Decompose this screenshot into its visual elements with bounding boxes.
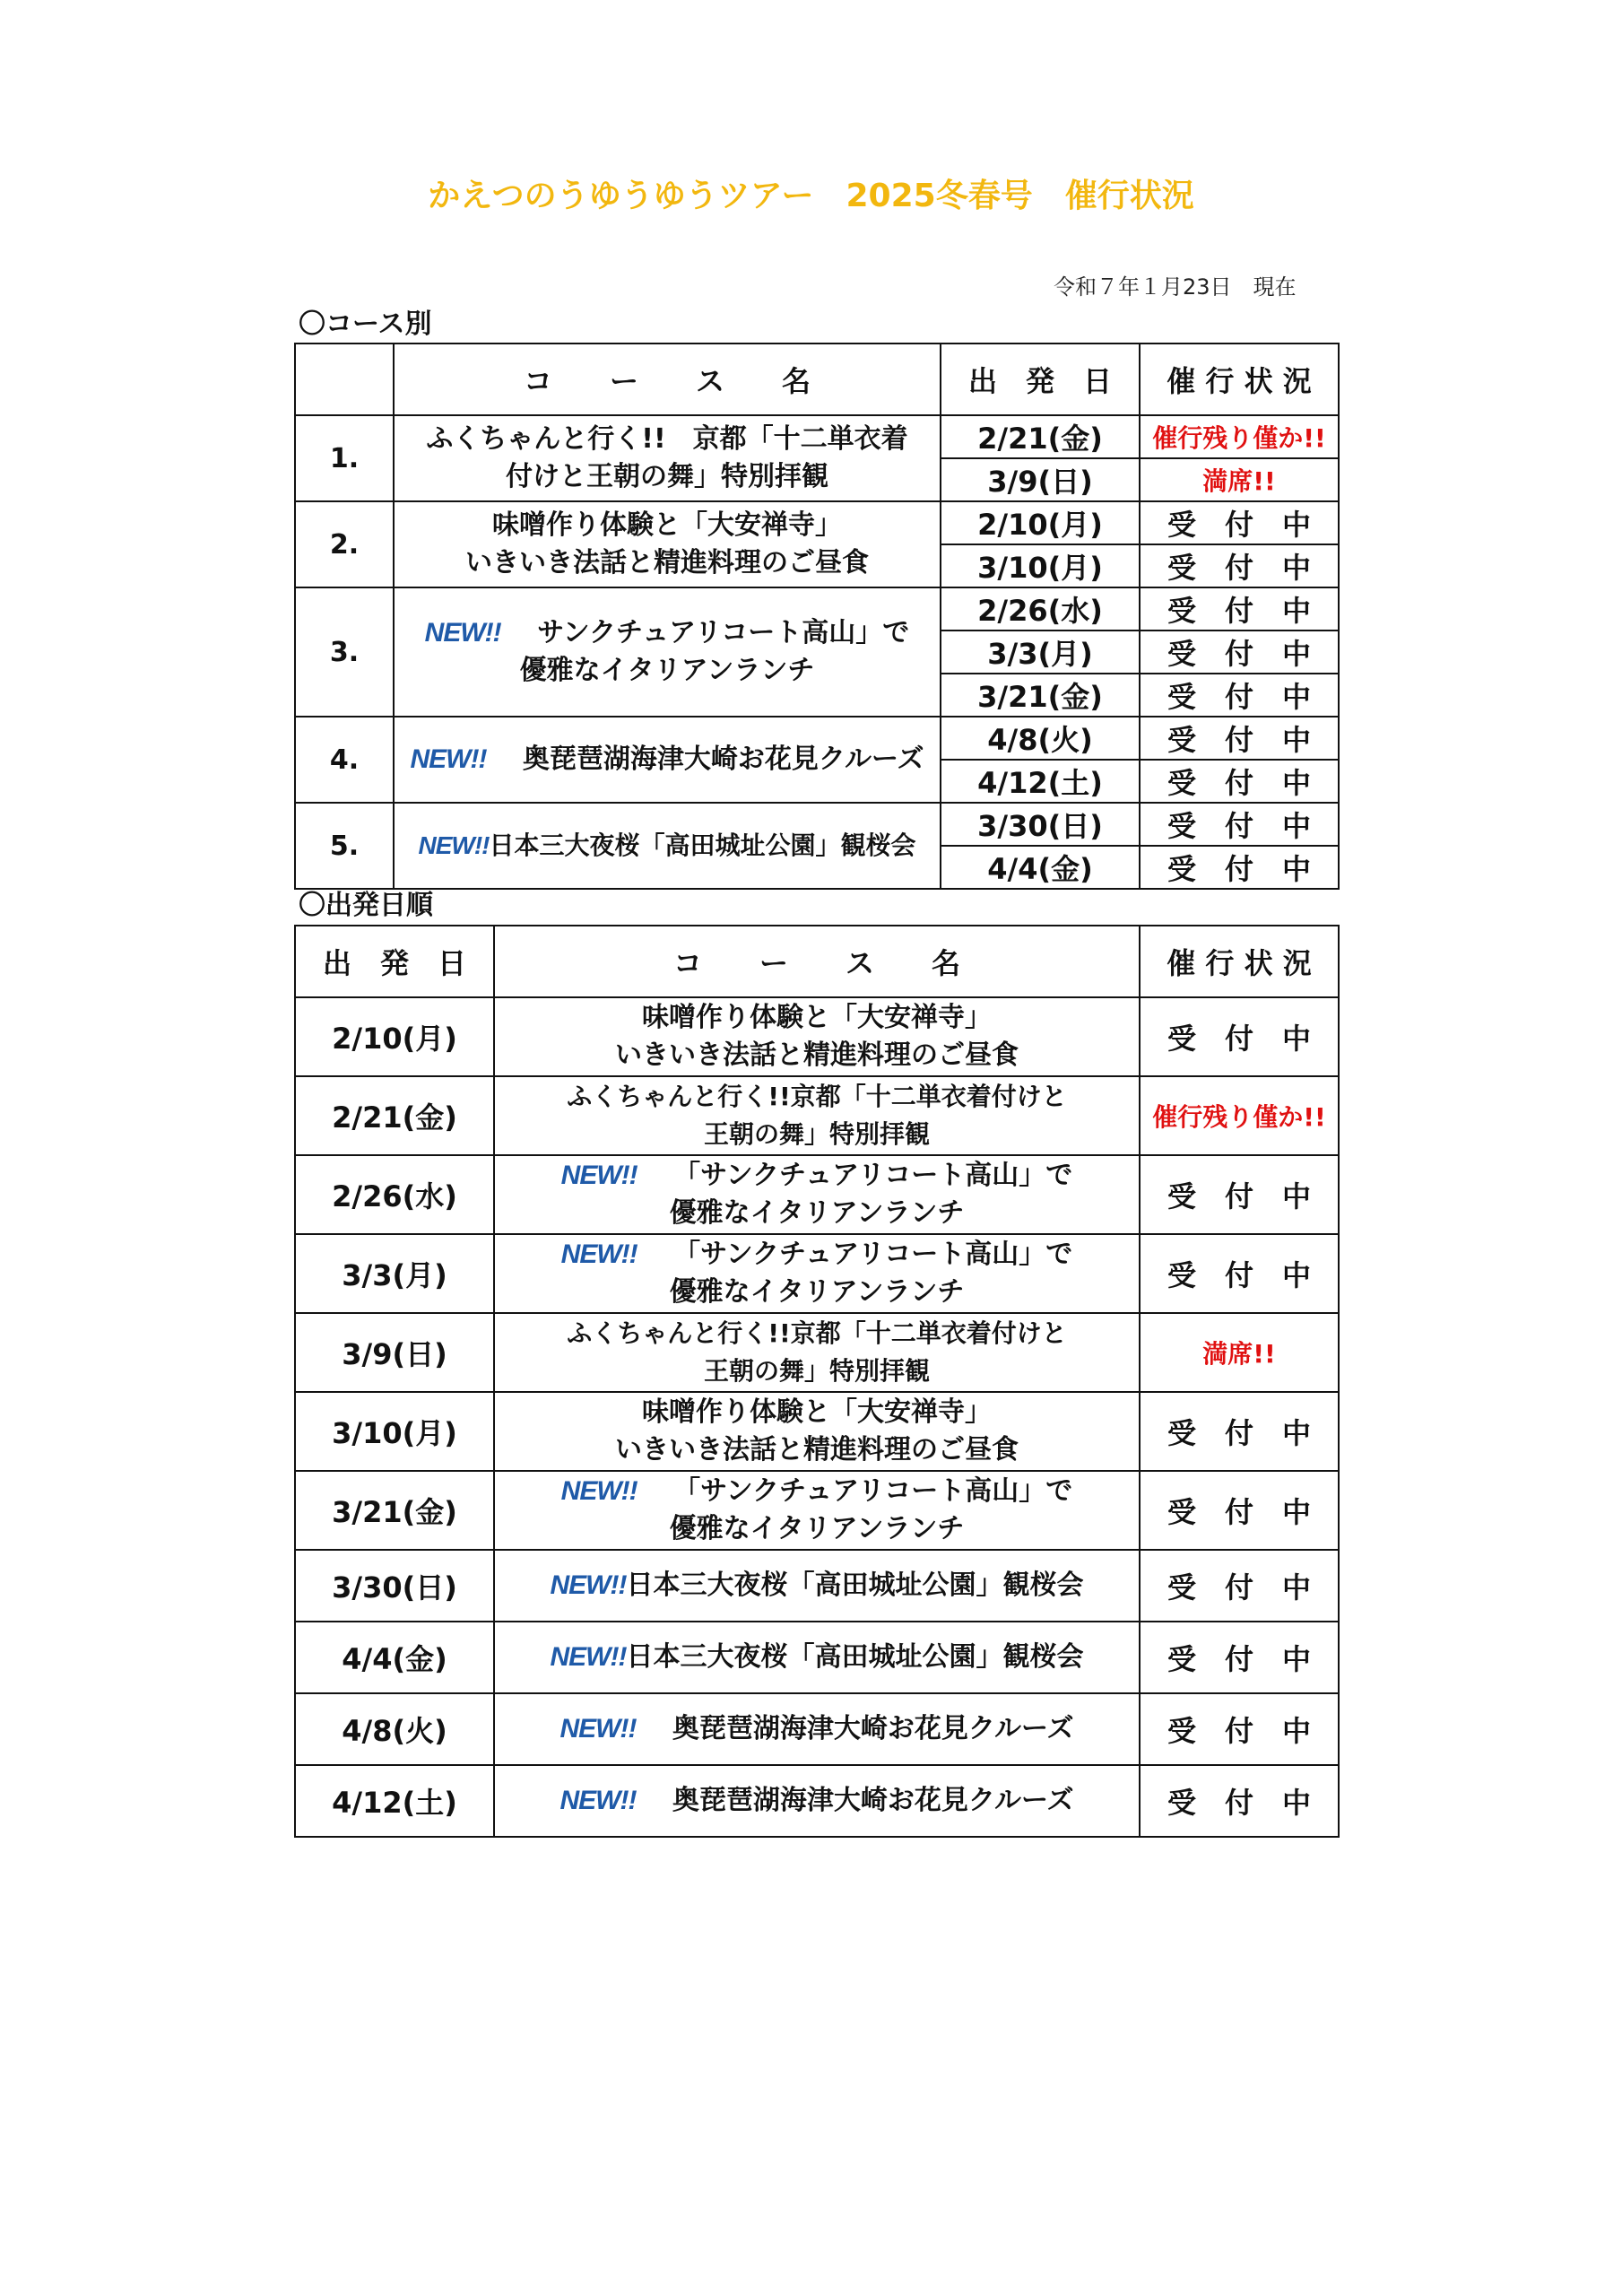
header-departure: 出 発 日 <box>295 926 494 997</box>
section-title-by-course: 〇コース別 <box>299 309 432 340</box>
departure-date: 4/8(火) <box>295 1693 494 1765</box>
course-number: 2. <box>295 501 394 587</box>
departure-date: 2/21(金) <box>941 415 1140 458</box>
status-badge: 受 付 中 <box>1140 1765 1339 1837</box>
table-row <box>295 1622 1339 1693</box>
table-row <box>295 1765 1339 1837</box>
departure-date: 3/9(日) <box>941 458 1140 501</box>
departure-date: 3/21(金) <box>295 1471 494 1550</box>
course-name: NEW!!日本三大夜桜「高田城址公園」観桜会 <box>394 803 941 889</box>
status-badge: 受 付 中 <box>1140 587 1339 631</box>
departure-date: 2/26(水) <box>295 1155 494 1234</box>
departure-date: 3/10(月) <box>295 1392 494 1471</box>
table-row <box>295 1550 1339 1622</box>
course-number: 5. <box>295 803 394 889</box>
status-badge: 受 付 中 <box>1140 674 1339 717</box>
departure-date: 3/21(金) <box>941 674 1140 717</box>
course-name: NEW!! 「サンクチュアリコート高山」で 優雅なイタリアンランチ <box>494 1471 1140 1550</box>
status-badge: 催行残り僅か!! <box>1140 415 1339 458</box>
table-row <box>295 1313 1339 1392</box>
departure-date: 2/10(月) <box>295 997 494 1076</box>
table-row <box>295 501 1339 544</box>
new-badge: NEW!! <box>560 1161 638 1190</box>
departure-date: 3/3(月) <box>941 631 1140 674</box>
header-status: 催 行 状 況 <box>1140 344 1339 415</box>
departure-date: 3/30(日) <box>941 803 1140 846</box>
departure-date: 3/10(月) <box>941 544 1140 587</box>
departure-date: 2/26(水) <box>941 587 1140 631</box>
course-name: 味噌作り体験と「大安禅寺」 いきいき法話と精進料理のご昼食 <box>394 501 941 587</box>
course-name: NEW!! 「サンクチュアリコート高山」で 優雅なイタリアンランチ <box>494 1155 1140 1234</box>
course-name: NEW!! サンクチュアリコート高山」で 優雅なイタリアンランチ <box>394 587 941 717</box>
header-status: 催 行 状 況 <box>1140 926 1339 997</box>
new-badge: NEW!! <box>410 744 487 774</box>
course-name: 味噌作り体験と「大安禅寺」 いきいき法話と精進料理のご昼食 <box>494 1392 1140 1471</box>
new-badge: NEW!! <box>560 1476 638 1506</box>
table-row <box>295 717 1339 760</box>
status-badge: 受 付 中 <box>1140 1155 1339 1234</box>
new-badge: NEW!! <box>418 831 490 859</box>
status-badge: 満席!! <box>1140 1313 1339 1392</box>
status-badge: 満席!! <box>1140 458 1339 501</box>
course-name: NEW!!日本三大夜桜「高田城址公園」観桜会 <box>494 1622 1140 1693</box>
departure-date: 4/8(火) <box>941 717 1140 760</box>
course-number: 3. <box>295 587 394 717</box>
table-row <box>295 997 1339 1076</box>
section-title-by-date: 〇出発日順 <box>299 890 433 921</box>
table-row <box>295 1471 1339 1550</box>
departure-date: 3/9(日) <box>295 1313 494 1392</box>
course-number: 1. <box>295 415 394 501</box>
departure-date: 3/30(日) <box>295 1550 494 1622</box>
course-number: 4. <box>295 717 394 803</box>
departure-date: 4/12(土) <box>295 1765 494 1837</box>
status-badge: 受 付 中 <box>1140 846 1339 889</box>
course-name: 味噌作り体験と「大安禅寺」 いきいき法話と精進料理のご昼食 <box>494 997 1140 1076</box>
status-badge: 受 付 中 <box>1140 1622 1339 1693</box>
new-badge: NEW!! <box>559 1714 637 1744</box>
status-badge: 受 付 中 <box>1140 631 1339 674</box>
new-badge: NEW!! <box>550 1570 627 1600</box>
course-name: NEW!!日本三大夜桜「高田城址公園」観桜会 <box>494 1550 1140 1622</box>
departure-date: 4/4(金) <box>941 846 1140 889</box>
status-badge: 受 付 中 <box>1140 803 1339 846</box>
course-name: ふくちゃんと行く!! 京都「十二単衣着 付けと王朝の舞」特別拝観 <box>394 415 941 501</box>
departure-date: 2/10(月) <box>941 501 1140 544</box>
table-row <box>295 803 1339 846</box>
departure-date: 3/3(月) <box>295 1234 494 1313</box>
course-name: ふくちゃんと行く!!京都「十二単衣着付けと 王朝の舞」特別拝観 <box>494 1076 1140 1155</box>
header-course: コ ー ス 名 <box>394 344 941 415</box>
status-badge: 催行残り僅か!! <box>1140 1076 1339 1155</box>
status-badge: 受 付 中 <box>1140 997 1339 1076</box>
status-badge: 受 付 中 <box>1140 1234 1339 1313</box>
status-badge: 受 付 中 <box>1140 1693 1339 1765</box>
course-name: NEW!! 「サンクチュアリコート高山」で 優雅なイタリアンランチ <box>494 1234 1140 1313</box>
course-name: NEW!! 奥琵琶湖海津大崎お花見クルーズ <box>494 1693 1140 1765</box>
table-row <box>295 587 1339 631</box>
as-of-date: 令和７年１月23日 現在 <box>1054 274 1297 300</box>
table-row <box>295 1155 1339 1234</box>
status-badge: 受 付 中 <box>1140 1392 1339 1471</box>
date-table <box>294 925 1340 1838</box>
header-departure: 出 発 日 <box>941 344 1140 415</box>
status-badge: 受 付 中 <box>1140 717 1339 760</box>
course-name: ふくちゃんと行く!!京都「十二単衣着付けと 王朝の舞」特別拝観 <box>494 1313 1140 1392</box>
course-name: NEW!! 奥琵琶湖海津大崎お花見クルーズ <box>394 717 941 803</box>
table-row <box>295 415 1339 458</box>
table-row <box>295 1693 1339 1765</box>
new-badge: NEW!! <box>424 618 501 648</box>
course-name: NEW!! 奥琵琶湖海津大崎お花見クルーズ <box>494 1765 1140 1837</box>
table-row <box>295 1076 1339 1155</box>
page-title: かえつのうゆうゆうツアー 2025冬春号 催行状況 <box>428 178 1194 214</box>
table-row <box>295 1234 1339 1313</box>
departure-date: 4/12(土) <box>941 760 1140 803</box>
status-badge: 受 付 中 <box>1140 1471 1339 1550</box>
status-badge: 受 付 中 <box>1140 544 1339 587</box>
table-row <box>295 1392 1339 1471</box>
new-badge: NEW!! <box>559 1786 637 1815</box>
header-course: コ ー ス 名 <box>494 926 1140 997</box>
new-badge: NEW!! <box>560 1239 638 1269</box>
departure-date: 4/4(金) <box>295 1622 494 1693</box>
status-badge: 受 付 中 <box>1140 760 1339 803</box>
status-badge: 受 付 中 <box>1140 1550 1339 1622</box>
departure-date: 2/21(金) <box>295 1076 494 1155</box>
status-badge: 受 付 中 <box>1140 501 1339 544</box>
new-badge: NEW!! <box>550 1642 627 1672</box>
course-table <box>294 343 1340 890</box>
